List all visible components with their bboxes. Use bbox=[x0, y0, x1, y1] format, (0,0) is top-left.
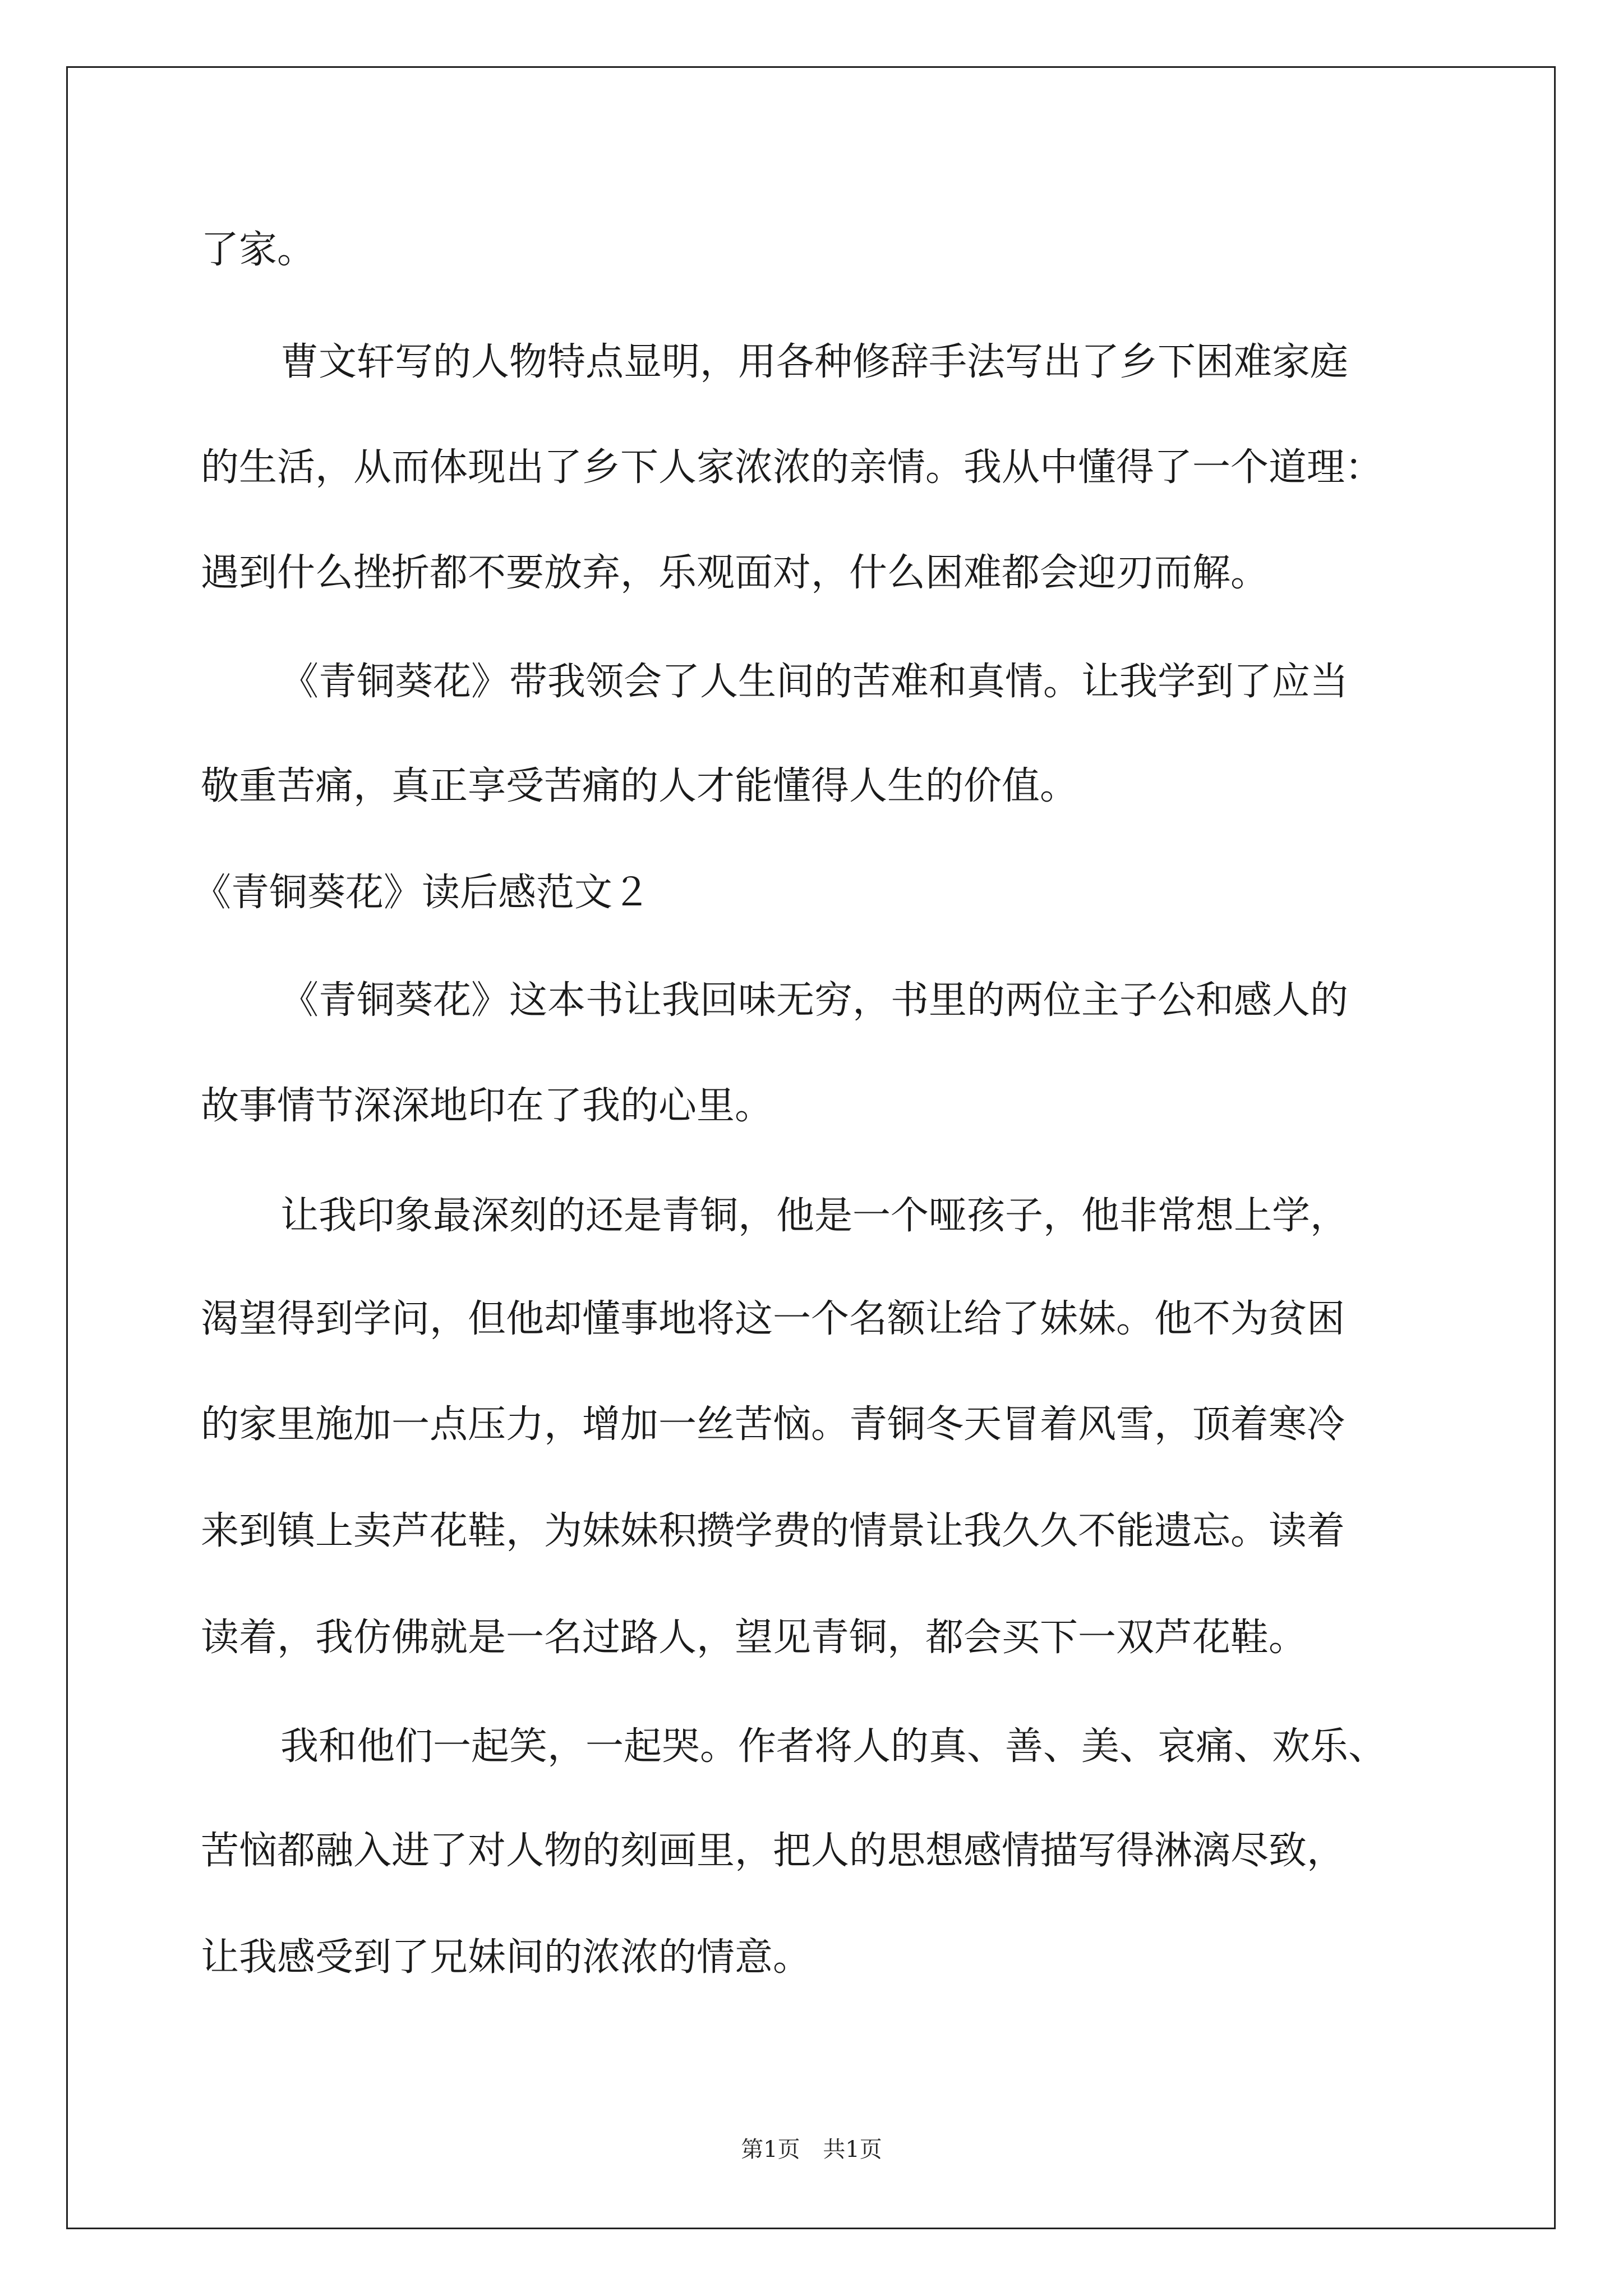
section-heading: 《青铜葵花》读后感范文２ bbox=[193, 871, 651, 915]
text-line: 让我感受到了兄妹间的浓浓的情意。 bbox=[201, 1935, 811, 1980]
text-line: 故事情节深深地印在了我的心里。 bbox=[201, 1084, 773, 1128]
paragraph-start: 曹文轩写的人物特点显明，用各种修辞手法写出了乡下困难家庭 bbox=[280, 340, 1349, 384]
text-line: 遇到什么挫折都不要放弃，乐观面对，什么困难都会迎刃而解。 bbox=[201, 551, 1269, 595]
text-line: 渴望得到学问，但他却懂事地将这一个名额让给了妹妹。他不为贫困 bbox=[201, 1297, 1345, 1341]
text-line: 的家里施加一点压力，增加一丝苦恼。青铜冬天冒着风雪，顶着寒冷 bbox=[201, 1402, 1345, 1447]
text-line: 来到镇上卖芦花鞋，为妹妹积攒学费的情景让我久久不能遗忘。读着 bbox=[201, 1509, 1345, 1553]
text-line: 苦恼都融入进了对人物的刻画里，把人的思想感情描写得淋漓尽致， bbox=[201, 1829, 1345, 1873]
text-line: 读着，我仿佛就是一名过路人，望见青铜，都会买下一双芦花鞋。 bbox=[201, 1616, 1307, 1660]
page-frame bbox=[66, 66, 1556, 2229]
page-footer bbox=[0, 2132, 1623, 2164]
text-line: 了家。 bbox=[201, 228, 316, 272]
text-line: 的生活，从而体现出了乡下人家浓浓的亲情。我从中懂得了一个道理： bbox=[201, 445, 1384, 490]
paragraph-start: 《青铜葵花》带我领会了人生间的苦难和真情。让我学到了应当 bbox=[280, 660, 1349, 704]
paragraph-start: 让我印象最深刻的还是青铜，他是一个哑孩子，他非常想上学， bbox=[280, 1194, 1349, 1238]
page-total: 共1页 bbox=[823, 2137, 882, 2162]
paragraph-start: 我和他们一起笑，一起哭。作者将人的真、善、美、哀痛、欢乐、 bbox=[280, 1724, 1387, 1769]
paragraph-start: 《青铜葵花》这本书让我回味无穷，书里的两位主子公和感人的 bbox=[280, 978, 1349, 1023]
page-number: 第1页 bbox=[741, 2137, 800, 2162]
text-line: 敬重苦痛，真正享受苦痛的人才能懂得人生的价值。 bbox=[201, 764, 1078, 808]
